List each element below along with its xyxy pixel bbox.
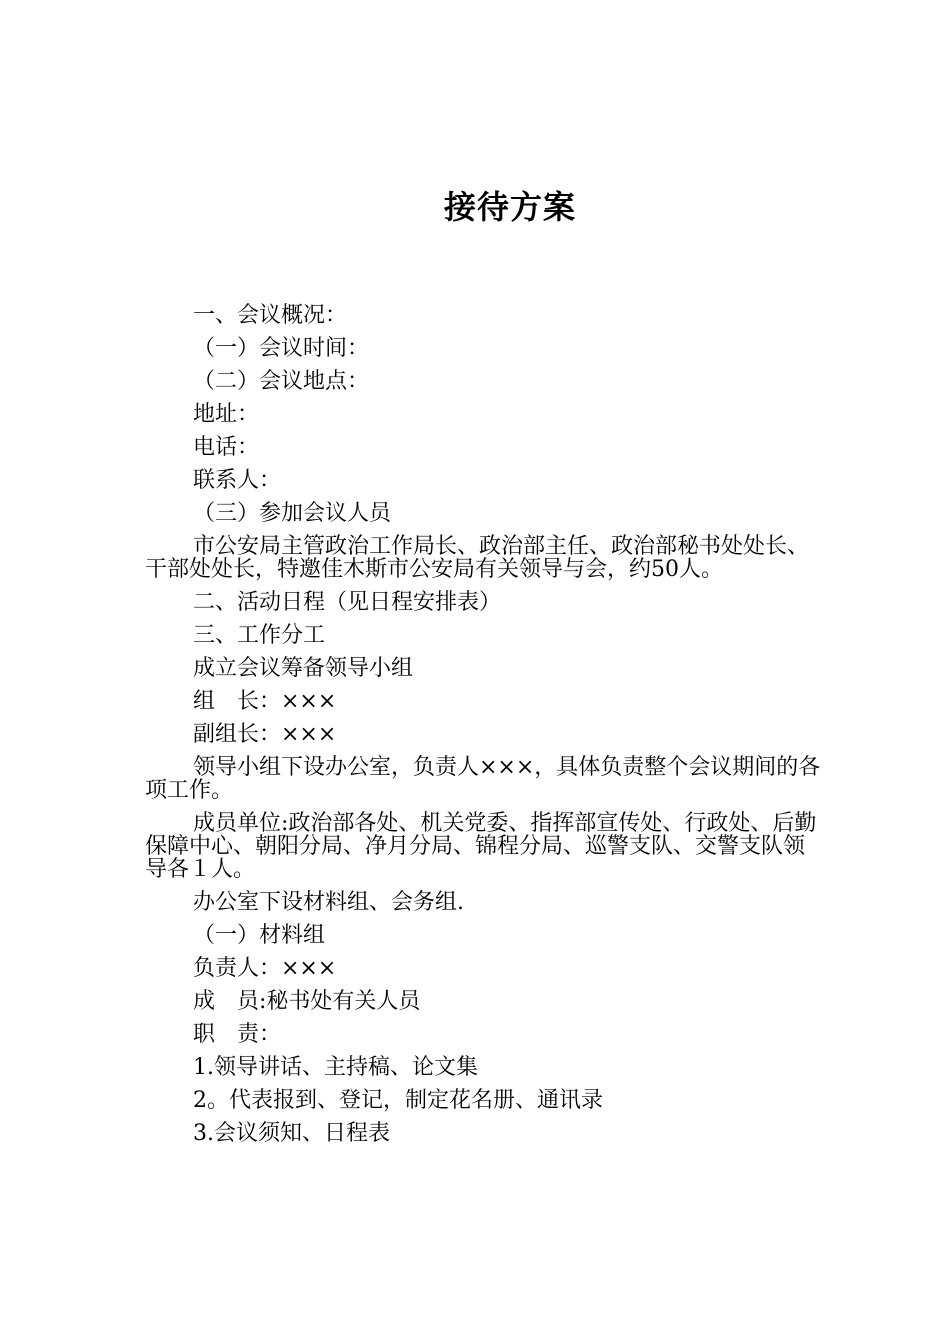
paragraph: 成 员:秘书处有关人员 — [193, 989, 421, 1014]
paragraph: 二、活动日程（见日程安排表） — [193, 590, 502, 615]
paragraph: 地址： — [193, 402, 260, 427]
paragraph: 1.领导讲话、主持稿、论文集 — [193, 1055, 478, 1080]
paragraph: （一）会议时间： — [193, 336, 370, 361]
paragraph: 一、会议概况： — [193, 303, 348, 328]
paragraph: 负责人：××× — [193, 956, 337, 981]
paragraph: 2。代表报到、登记，制定花名册、通讯录 — [193, 1088, 603, 1113]
paragraph: 领导小组下设办公室，负责人×××，具体负责整个会议期间的各项工作。 — [145, 755, 821, 803]
paragraph: 联系人： — [193, 468, 282, 493]
paragraph: 三、工作分工 — [193, 623, 326, 648]
paragraph: 副组长：××× — [193, 722, 337, 747]
document-body — [145, 304, 825, 1155]
paragraph: 成员单位:政治部各处、机关党委、指挥部宣传处、行政处、后勤保障中心、朝阳分局、净月分局、锦程分局、巡警支队、交警支队领导各１人。 — [145, 811, 817, 882]
paragraph: （一）材料组 — [193, 923, 326, 948]
paragraph: （三）参加会议人员 — [193, 501, 392, 526]
paragraph: 市公安局主管政治工作局长、政治部主任、政治部秘书处处长、干部处处长，特邀佳木斯市公安局有关领导与会，约50人。 — [145, 534, 810, 582]
paragraph: 成立会议筹备领导小组 — [193, 656, 414, 681]
paragraph: 职 责： — [193, 1022, 282, 1047]
document-title: 接待方案 — [443, 188, 576, 226]
paragraph: 3.会议须知、日程表 — [193, 1121, 390, 1146]
paragraph: （二）会议地点： — [193, 369, 370, 394]
paragraph: 电话： — [193, 435, 260, 460]
paragraph: 办公室下设材料组、会务组. — [193, 890, 464, 915]
paragraph: 组 长：××× — [193, 689, 337, 714]
